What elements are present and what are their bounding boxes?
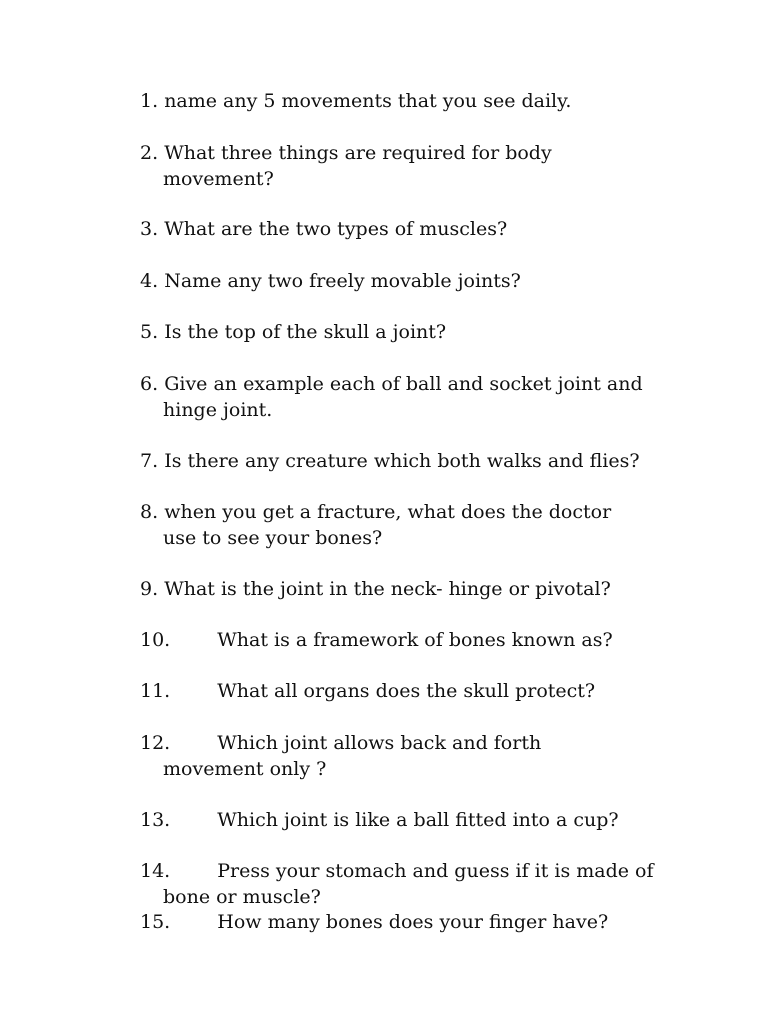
question-12 <box>140 730 680 782</box>
question-number: 2. <box>140 142 159 164</box>
question-text: Is there any creature which both walks and flies? <box>164 450 640 472</box>
question-11 <box>140 678 680 704</box>
question-text-continued: movement only ? <box>163 758 327 780</box>
question-number: 11. <box>140 680 171 702</box>
question-text: What all organs does the skull protect? <box>217 680 596 702</box>
question-2 <box>140 140 680 192</box>
question-text: What is a framework of bones known as? <box>217 629 613 651</box>
question-number: 4. <box>140 270 159 292</box>
question-7 <box>140 448 680 474</box>
question-4 <box>140 268 680 294</box>
question-number: 10. <box>140 629 171 651</box>
question-number: 6. <box>140 373 159 395</box>
question-1 <box>140 88 680 114</box>
question-number: 5. <box>140 321 159 343</box>
question-text: How many bones does your finger have? <box>217 911 609 933</box>
question-9 <box>140 576 680 602</box>
question-number: 1. <box>140 90 159 112</box>
question-text: Name any two freely movable joints? <box>164 270 521 292</box>
question-10 <box>140 627 680 653</box>
question-number: 12. <box>140 732 171 754</box>
question-8 <box>140 499 680 551</box>
question-3 <box>140 216 680 242</box>
question-text-continued: movement? <box>163 168 274 190</box>
question-number: 14. <box>140 860 171 882</box>
question-5 <box>140 319 680 345</box>
question-number: 9. <box>140 578 159 600</box>
question-number: 8. <box>140 501 159 523</box>
question-text: What three things are required for body <box>164 142 552 164</box>
question-text: when you get a fracture, what does the doctor <box>164 501 612 523</box>
question-13 <box>140 807 680 833</box>
question-text-continued: use to see your bones? <box>163 527 383 549</box>
question-15 <box>140 909 680 935</box>
question-number: 13. <box>140 809 171 831</box>
question-text: Press your stomach and guess if it is made of <box>217 860 654 882</box>
question-text: Is the top of the skull a joint? <box>164 321 447 343</box>
question-number: 3. <box>140 218 159 240</box>
question-text: Which joint is like a ball fitted into a cup? <box>217 809 619 831</box>
question-6 <box>140 371 680 423</box>
question-number: 7. <box>140 450 159 472</box>
question-text-continued: bone or muscle? <box>163 886 321 908</box>
question-text: What is the joint in the neck- hinge or pivotal? <box>164 578 611 600</box>
question-text: name any 5 movements that you see daily. <box>164 90 572 112</box>
question-text-continued: hinge joint. <box>163 399 273 421</box>
question-text: Give an example each of ball and socket joint and <box>164 373 643 395</box>
question-text: Which joint allows back and forth <box>217 732 542 754</box>
question-number: 15. <box>140 911 171 933</box>
question-text: What are the two types of muscles? <box>164 218 508 240</box>
question-14 <box>140 858 680 910</box>
